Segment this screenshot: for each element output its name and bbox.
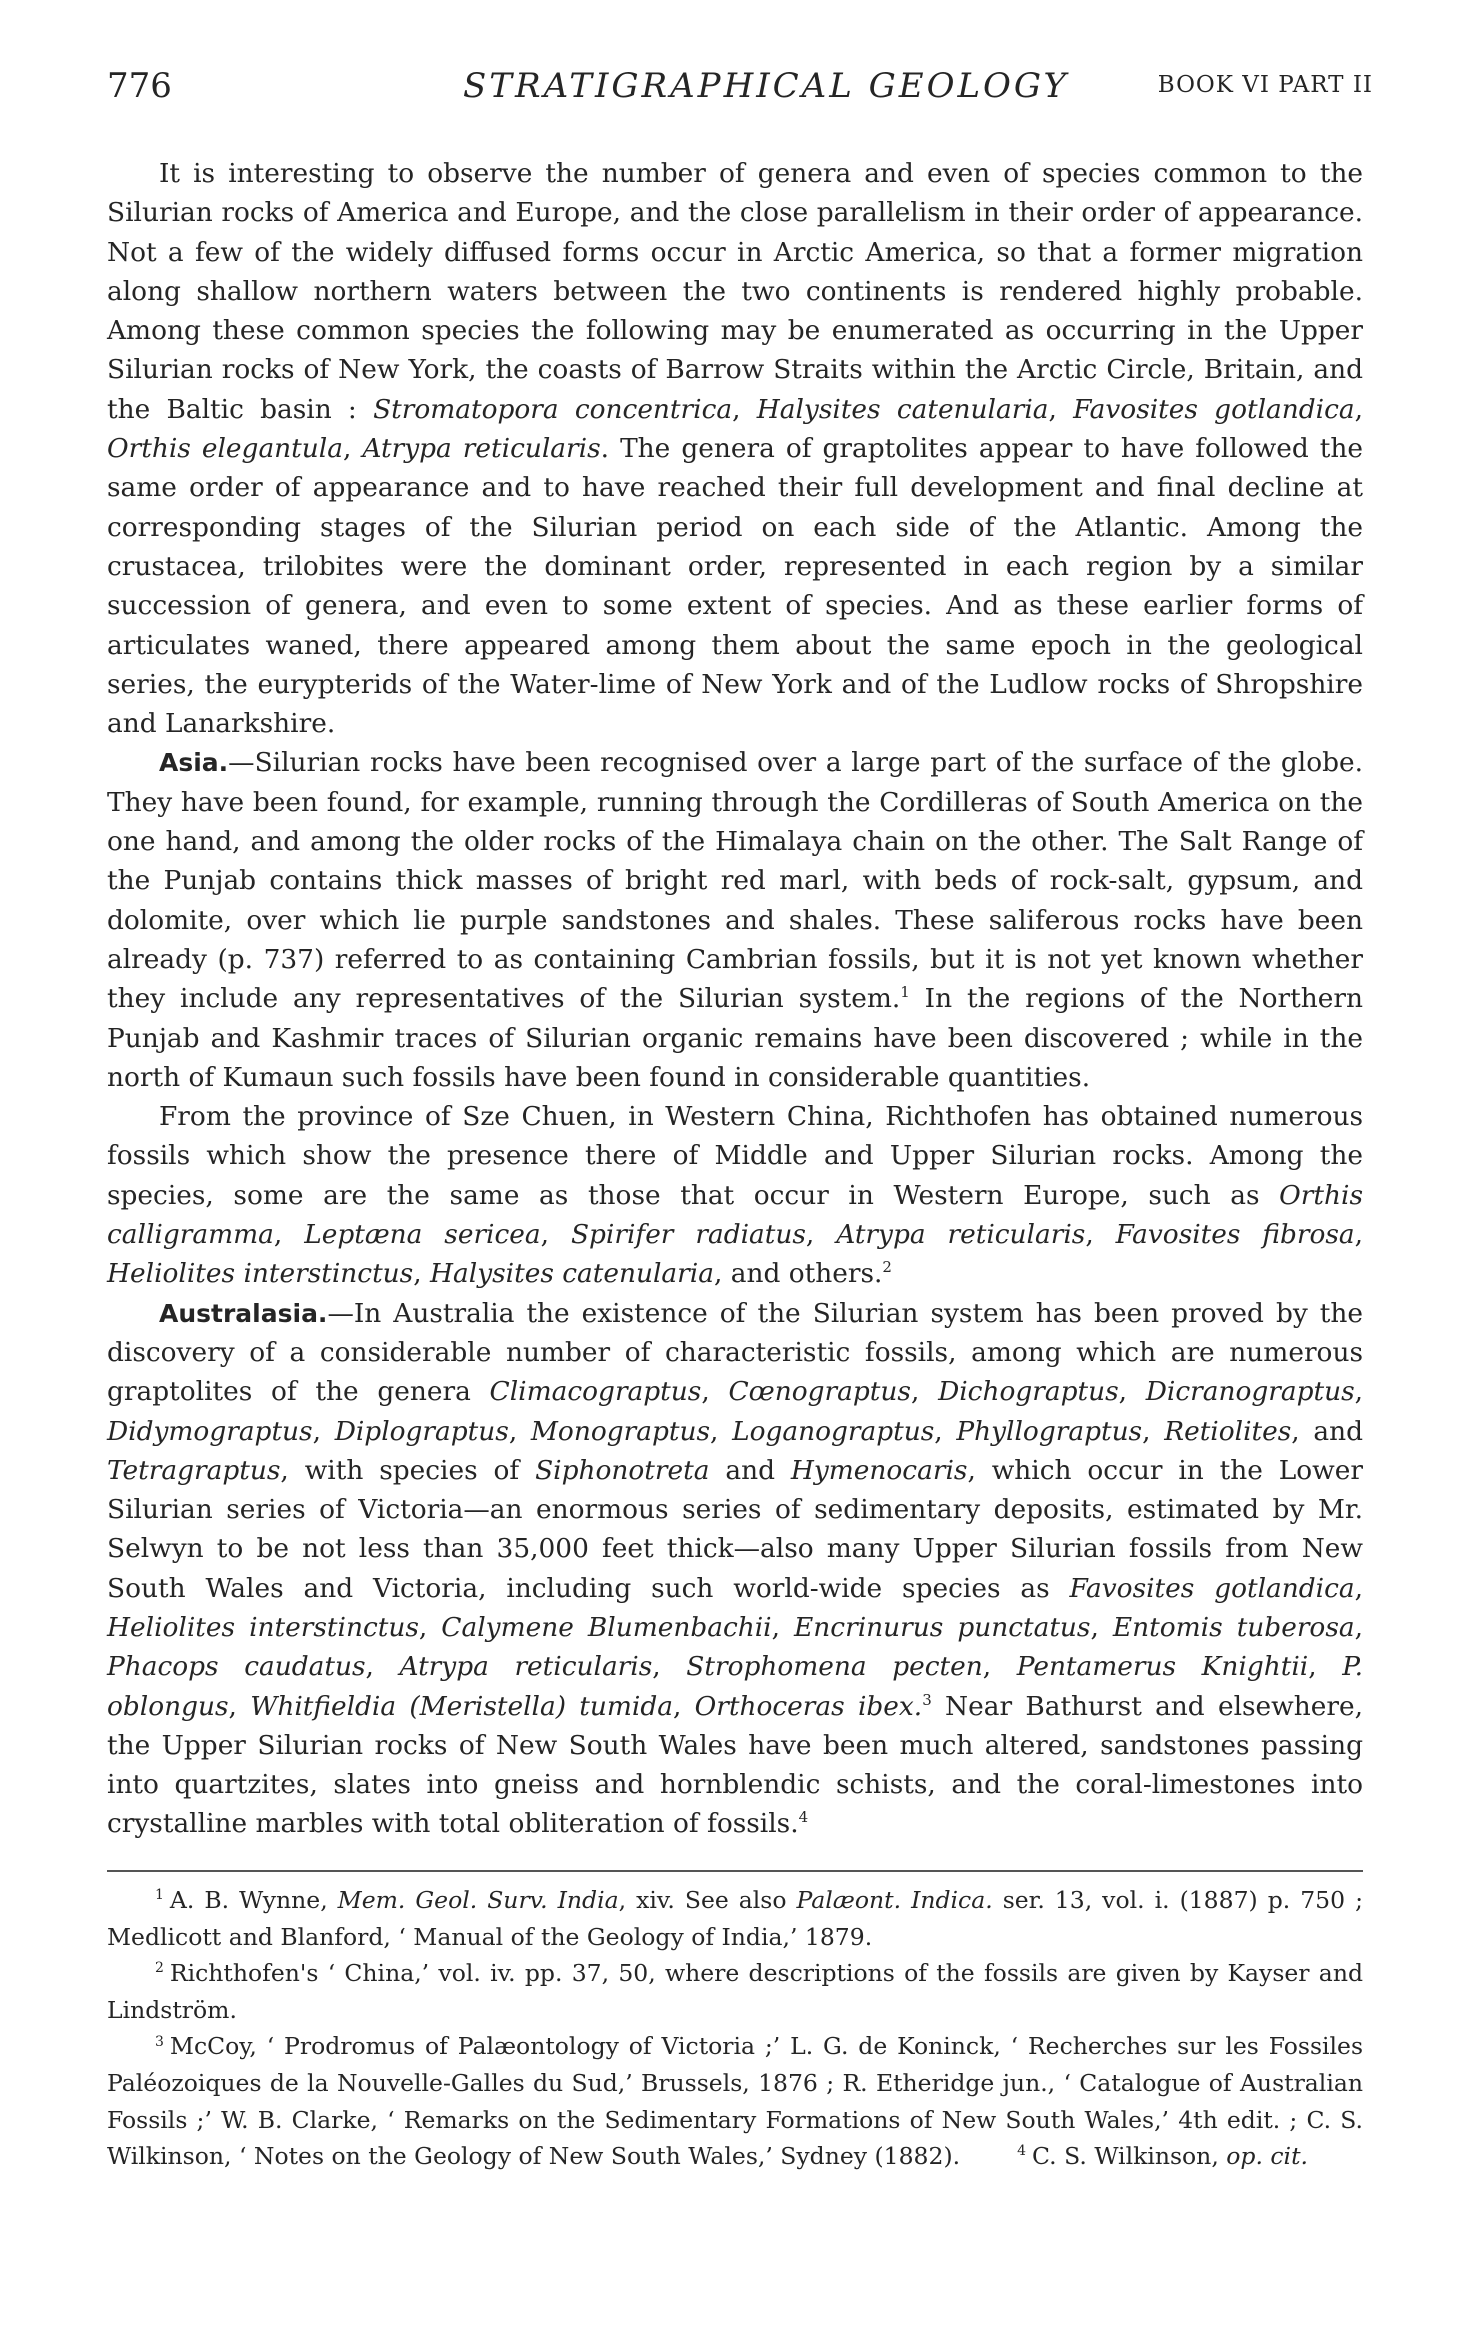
genus-name: Phyllograptus xyxy=(956,1415,1143,1447)
species-name: Favosites gotlandica xyxy=(1069,1572,1355,1604)
paragraph-asia xyxy=(107,743,1363,1097)
text-run: From the province of Sze Chuen, in Western China, Richthofen has obtained numerous fossils which show the presence there of Middle and Upper Silurian rocks. Among the species, some are the same as those that occur in Western Europe, such as xyxy=(107,1101,1363,1211)
text-run: , xyxy=(1354,1611,1363,1643)
text-run: , xyxy=(365,1651,400,1683)
text-run: Near Bathurst and elsewhere, the Upper Silurian rocks of New South Wales have been much altered, sandstones passing into quartzites, slates into gneiss and hornblendic schists, and the coral-limestones into crystalline marbles with total obliteration of fossils. xyxy=(107,1690,1364,1840)
text-run: McCoy, ‘ Prodromus of Palæontology of Victoria ;’ L. G. de Koninck, ‘ Recherches sur les Fossiles Paléozoiques de la Nouvelle-Galles du Sud,’ Brussels, 1876 ; R. Etheridge jun., ‘ Catalogue of Australian Fossils ;’ W. B. Clarke, ‘ Remarks on the Sedimentary Formations of New South Wales,’ 4th edit. ; C. S. Wilkinson, ‘ Notes on the Geology of New South Wales,’ Sydney (1882). xyxy=(107,2032,1363,2171)
text-run: , xyxy=(413,1258,431,1290)
text-run: ser. 13, vol. i. (1887) p. 750 ; Medlicott and Blanford, ‘ Manual of the Geology of India,’ 1879. xyxy=(107,1886,1363,1951)
text-run: , xyxy=(312,1415,335,1447)
footnote-number: 3 xyxy=(155,2033,164,2050)
footnote-marker[interactable]: 2 xyxy=(882,1258,892,1277)
species-name: Leptæna sericea xyxy=(304,1219,541,1251)
genus-name: Loganograptus xyxy=(732,1415,935,1447)
text-run: , xyxy=(732,393,757,425)
text-run: , xyxy=(1085,1219,1116,1251)
text-run: , xyxy=(1354,393,1363,425)
species-name: Strophomena pecten xyxy=(686,1651,983,1683)
text-run: , xyxy=(1354,1572,1363,1604)
text-run: , xyxy=(982,1651,1017,1683)
text-run: In the regions of the Northern Punjab and Kashmir traces of Silurian organic remains have been discovered ; while in the north of Kumaun such fossils have been found in considerable quantities. xyxy=(107,983,1363,1093)
genus-name: Cœnograptus xyxy=(728,1376,911,1408)
book-reference: BOOK VI PART II xyxy=(1157,72,1373,98)
genus-name: Dicranograptus xyxy=(1145,1376,1355,1408)
species-name: Calymene Blumenbachii xyxy=(441,1611,772,1643)
footnote-divider xyxy=(107,1870,1363,1872)
text-run: , xyxy=(701,1376,729,1408)
text-run: . The genera of graptolites appear to have followed the same order of appearance and to have reached their full development and final decline at corresponding stages of the Silurian period on each side of the Atlantic. Among the crustacea, trilobites were the dominant order, represented in each region by a similar succession of genera, and even to some extent of species. And as these earlier forms of articulates waned, there appeared among them about the same epoch in the geological series, the eurypterids of the Water-lime of New York and of the Ludlow rocks of Shropshire and Lanarkshire. xyxy=(107,433,1364,740)
footnote-marker[interactable]: 4 xyxy=(798,1808,809,1827)
running-title: STRATIGRAPHICAL GEOLOGY xyxy=(463,66,1069,106)
text-run: , xyxy=(342,433,363,465)
body-text xyxy=(107,154,1363,1844)
footnote-number: 1 xyxy=(155,1887,164,1904)
species-name: Heliolites interstinctus xyxy=(107,1611,419,1643)
paragraph-china xyxy=(107,1097,1363,1293)
text-run: —In Australia the existence of the Silurian system has been proved by the discovery of a considerable number of characteristic fossils, among which are numerous graptolites of the genera xyxy=(107,1297,1363,1408)
text-run: , xyxy=(673,1690,695,1722)
genus-name: Tetragraptus xyxy=(107,1454,281,1486)
text-run: , xyxy=(508,1415,531,1447)
text-run: , xyxy=(805,1219,837,1251)
text-run: , xyxy=(1308,1651,1343,1683)
publication-title: Palæont. Indica. xyxy=(796,1886,993,1914)
text-run: , with species of xyxy=(280,1454,536,1486)
text-run: Richthofen's ‘ China,’ vol. iv. pp. 37, 50, where descriptions of the fossils are given by Kayser and Lindström. xyxy=(107,1959,1363,2024)
text-run: It is interesting to observe the number of genera and even of species common to the Silurian rocks of America and Europe, and the close parallelism in their order of appearance. Not a few of the widely diffused forms occur in Arctic America, so that a former migration along shallow northern waters between the two continents is rendered highly probable. Among these common species the following may be enumerated as occurring in the Upper Silurian rocks of New York, the coasts of Barrow Straits within the Arctic Circle, Britain, and the Baltic basin : xyxy=(107,158,1363,425)
text-run: and xyxy=(709,1454,791,1486)
genus-name: Didymograptus xyxy=(107,1415,313,1447)
species-name: Favosites fibrosa xyxy=(1115,1219,1355,1251)
text-run: , xyxy=(1354,1219,1364,1251)
text-run: , xyxy=(418,1611,442,1643)
footnote-1 xyxy=(107,1882,1363,1955)
species-name: Stromatopora concentrica xyxy=(373,393,733,425)
paragraph-america-europe xyxy=(107,154,1363,743)
footnote-3 xyxy=(107,2028,1363,2174)
species-name: Atrypa reticularis xyxy=(362,433,601,465)
genus-name: Hymenocaris xyxy=(790,1454,968,1486)
species-name: Halysites catenularia xyxy=(430,1258,714,1290)
species-name: Encrinurus punctatus xyxy=(794,1611,1091,1643)
citation-abbreviation: op. cit. xyxy=(1226,2142,1308,2171)
footnote-2 xyxy=(107,1955,1363,2028)
footnote-number: 4 xyxy=(1017,2143,1027,2160)
species-name: Orthis elegantula xyxy=(107,433,343,465)
species-name: P. oblongus xyxy=(107,1651,1364,1722)
paragraph-australasia xyxy=(107,1294,1363,1844)
footnote-number: 2 xyxy=(155,1960,164,1977)
species-name: Phacops caudatus xyxy=(107,1651,366,1683)
genus-name: Diplograptus xyxy=(334,1415,509,1447)
section-heading-australasia: Australasia. xyxy=(159,1298,328,1328)
text-run: , xyxy=(540,1219,571,1251)
footnote-marker[interactable]: 3 xyxy=(922,1690,932,1709)
text-run: , which occur in the Lower Silurian series of Victoria—an enormous series of sedimentary deposits, estimated by Mr. Selwyn to be not less than 35,000 feet thick—also many Upper Silurian fossils from New South Wales and Victoria, including such world-wide species as xyxy=(107,1454,1364,1604)
genus-name: Retiolites xyxy=(1164,1415,1292,1447)
text-run: , xyxy=(1354,1376,1364,1408)
page-number: 776 xyxy=(107,66,172,106)
species-name: Whitfieldia (Meristella) tumida xyxy=(250,1690,673,1722)
text-run: , xyxy=(1118,1376,1146,1408)
text-run: , xyxy=(273,1219,305,1251)
genus-name: Dichograptus xyxy=(938,1376,1119,1408)
genus-name: Siphonotreta xyxy=(535,1454,710,1486)
genus-name: Climacograptus xyxy=(489,1376,702,1408)
text-run: , xyxy=(910,1376,939,1408)
text-run: , and xyxy=(1291,1415,1363,1447)
text-run: C. S. Wilkinson, xyxy=(1032,2142,1227,2171)
species-name: Spirifer radiatus xyxy=(570,1219,806,1251)
species-name: Halysites catenularia xyxy=(756,393,1049,425)
section-heading-asia: Asia. xyxy=(159,748,229,778)
text-run: A. B. Wynne, xyxy=(169,1886,338,1914)
species-name: Entomis tuberosa xyxy=(1112,1611,1355,1643)
text-run: , xyxy=(228,1690,251,1722)
species-name: Atrypa reticularis xyxy=(836,1219,1086,1251)
text-run: —Silurian rocks have been recognised over a large part of the surface of the globe. They have been found, for example, running through the Cordilleras of South America on the one hand, and among the older rocks of the Himalaya chain on the other. The Salt Range of the Punjab contains thick masses of bright red marl, with beds of rock-salt, gypsum, and dolomite, over which lie purple sandstones and shales. These saliferous rocks have been already (p. 737) referred to as containing Cambrian fossils, but it is not yet known whether they include any representatives of the Silurian system. xyxy=(107,747,1363,1015)
text-run: , xyxy=(1048,393,1074,425)
footnotes xyxy=(107,1882,1363,2175)
publication-title: Mem. Geol. Surv. India xyxy=(337,1886,619,1914)
text-run: , xyxy=(709,1415,733,1447)
footnote-marker[interactable]: 1 xyxy=(900,983,910,1002)
genus-name: Monograptus xyxy=(530,1415,710,1447)
text-run: , xyxy=(771,1611,795,1643)
text-run: , xyxy=(652,1651,687,1683)
text-run: , xyxy=(1142,1415,1165,1447)
text-run: , xyxy=(1090,1611,1113,1643)
running-header xyxy=(107,66,1373,110)
species-name: Favosites gotlandica xyxy=(1073,393,1355,425)
species-name: Heliolites interstinctus xyxy=(107,1258,414,1290)
species-name: Atrypa reticularis xyxy=(399,1651,653,1683)
footnote-4 xyxy=(969,2138,1308,2175)
species-name: Pentamerus Knightii xyxy=(1016,1651,1309,1683)
species-name: Orthis calligramma xyxy=(107,1179,1363,1251)
species-name: Orthoceras ibex. xyxy=(694,1690,923,1722)
text-run: , and others. xyxy=(713,1258,883,1290)
text-run: , xiv. See also xyxy=(618,1886,797,1914)
text-run: , xyxy=(934,1415,957,1447)
